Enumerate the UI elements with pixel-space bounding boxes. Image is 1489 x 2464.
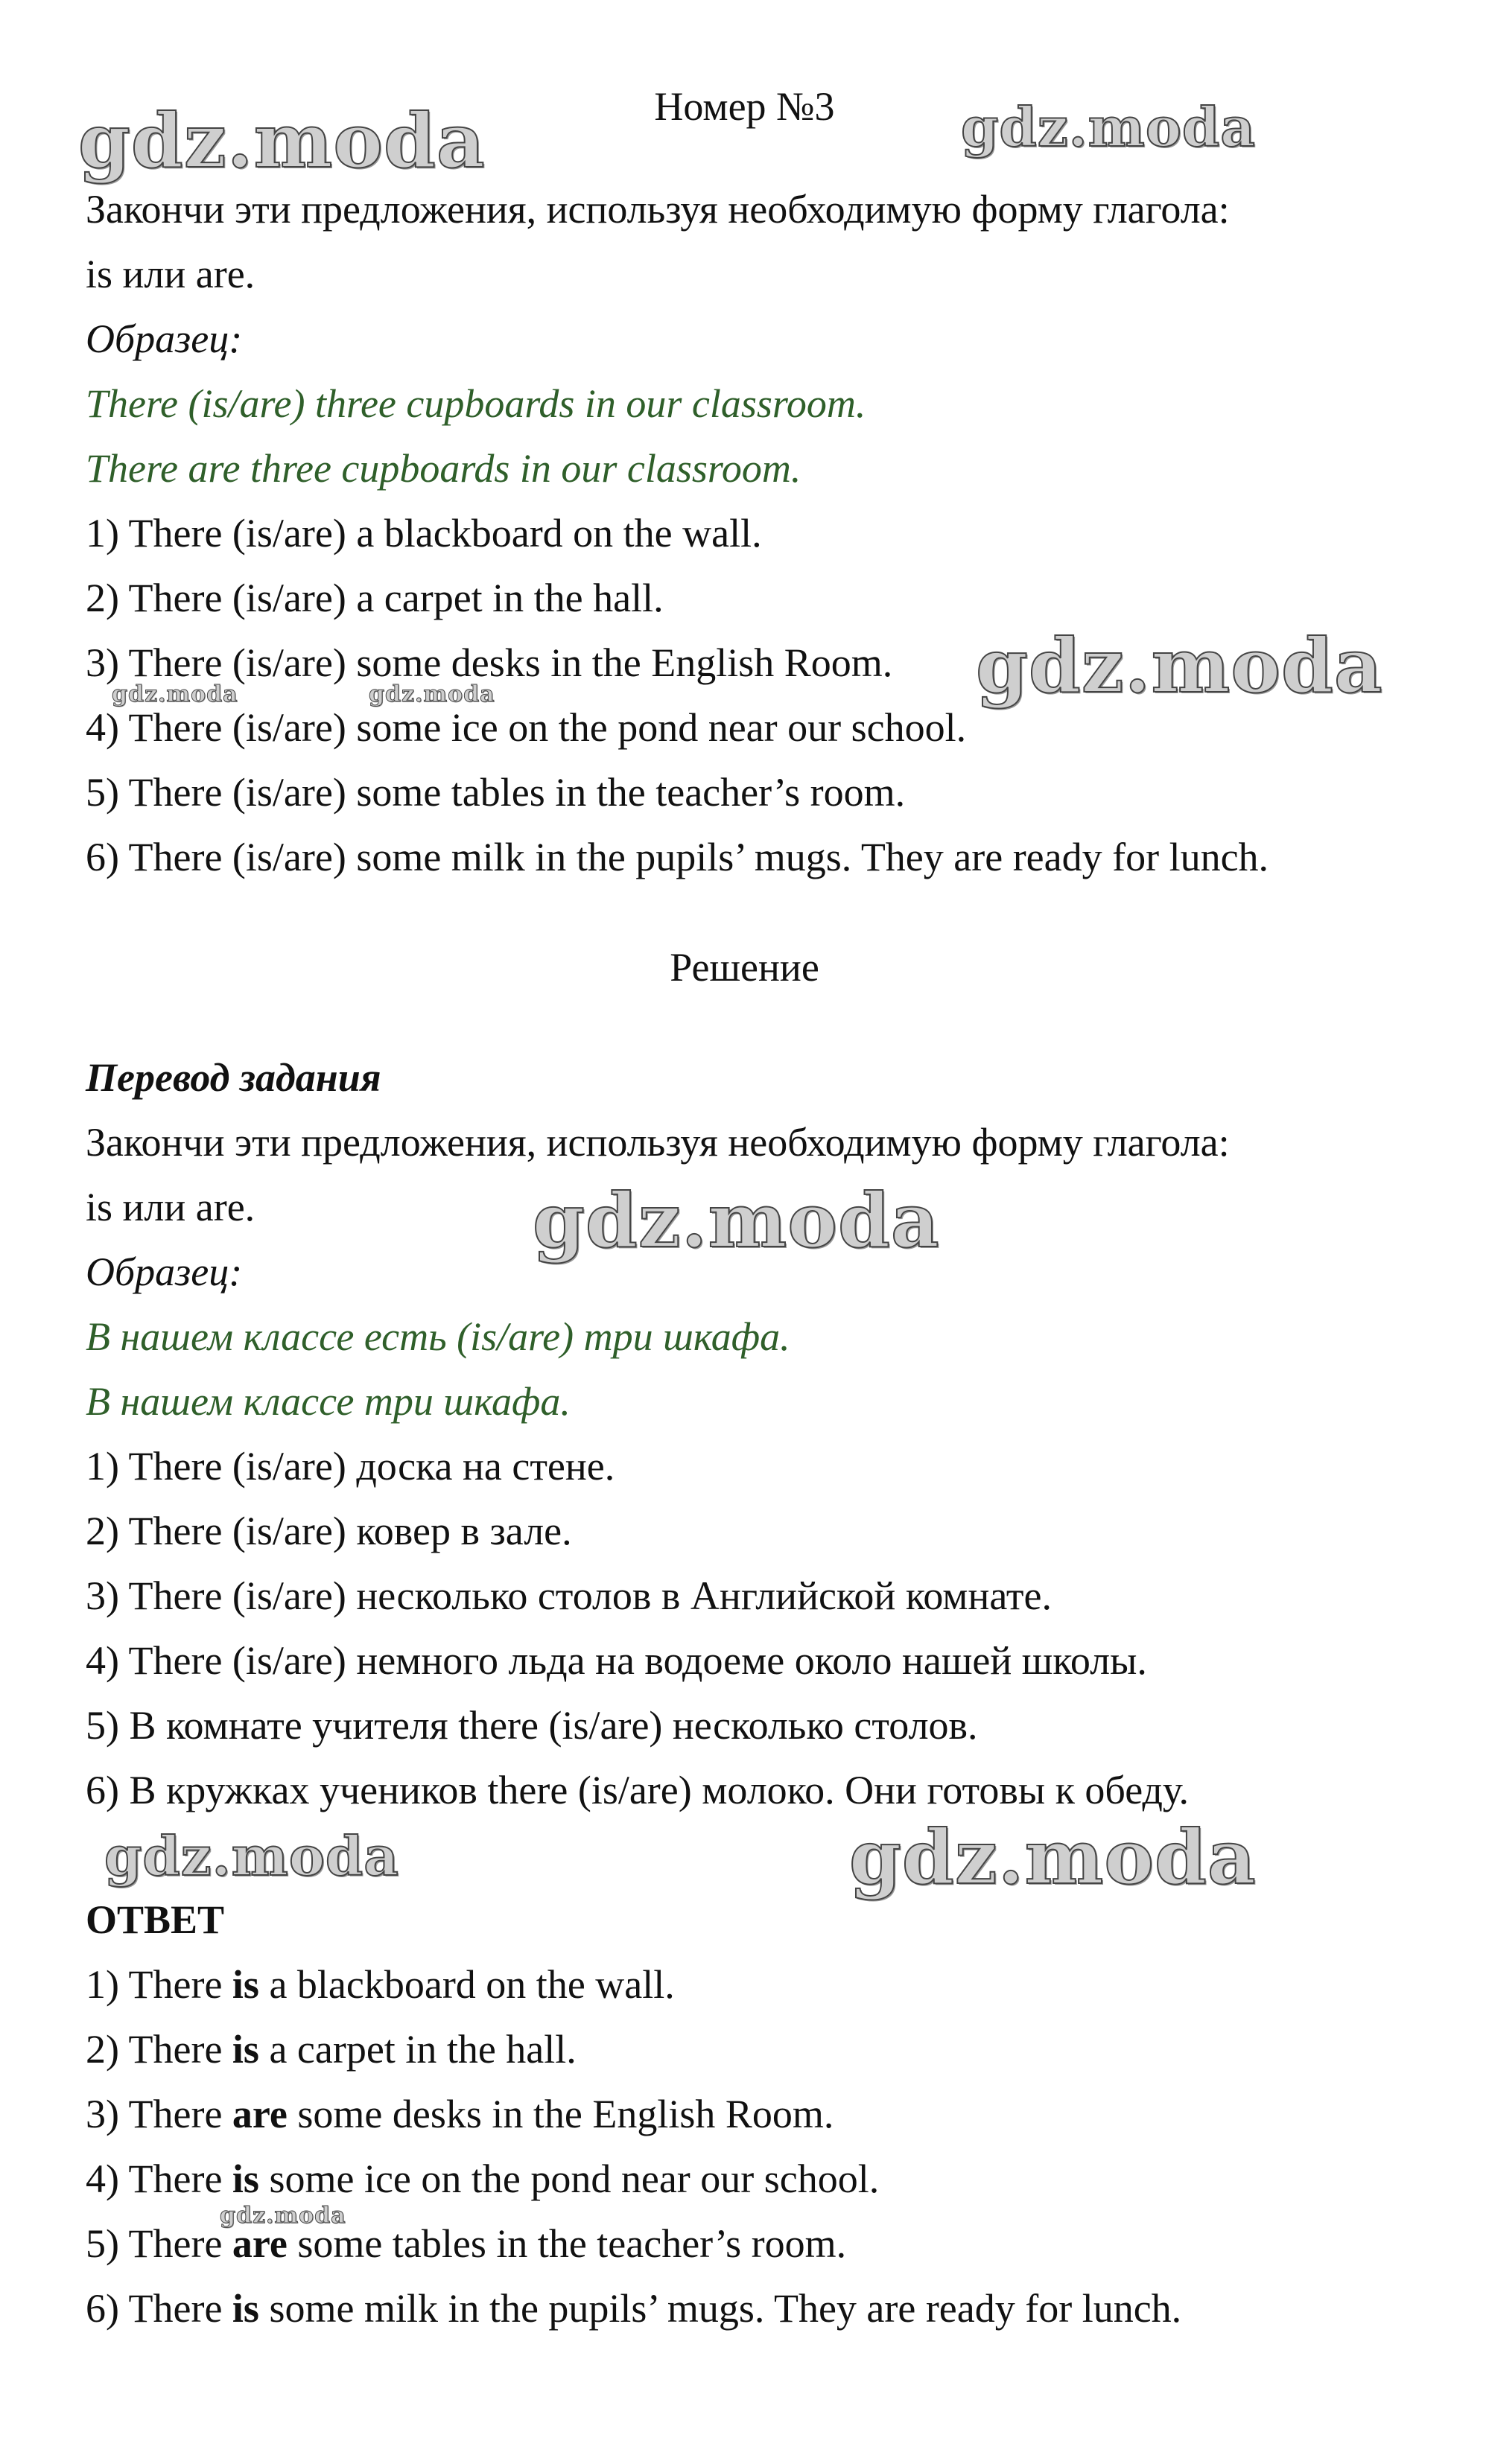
answer-verb: is — [232, 2027, 259, 2072]
answer-text: 4) There — [86, 2156, 232, 2201]
answer-verb: is — [232, 2156, 259, 2201]
task-item: 1) There (is/are) a blackboard on the wall. — [86, 511, 762, 555]
answer-text: some ice on the pond near our school. — [258, 2156, 880, 2201]
answer-text: a carpet in the hall. — [258, 2027, 577, 2072]
task-instruction-line2: is или are. — [86, 252, 255, 296]
translation-item: 2) There (is/are) ковер в зале. — [86, 1509, 572, 1553]
answer-text: some desks in the English Room. — [287, 2092, 834, 2136]
answer-verb: are — [232, 2221, 288, 2266]
answer-text: a blackboard on the wall. — [258, 1962, 675, 2007]
translation-sample-label: Образец: — [86, 1249, 243, 1294]
answer-verb: is — [232, 1962, 259, 2007]
watermark-logo: gdz.moda — [78, 97, 486, 185]
translation-sample-question: В нашем классе есть (is/are) три шкафа. — [86, 1314, 790, 1359]
answer-heading: ОТВЕТ — [86, 1897, 225, 1942]
translation-heading: Перевод задания — [86, 1055, 381, 1100]
answer-item — [86, 2089, 1426, 2139]
watermark-logo: gdz.moda — [104, 1824, 399, 1888]
translation-item: 6) В кружках учеников there (is/are) молоко. Они готовы к обеду. — [86, 1768, 1190, 1812]
answer-text: 2) There — [86, 2027, 232, 2072]
watermark-logo: gdz.moda — [220, 2203, 346, 2229]
translation-item: 3) There (is/are) несколько столов в Английской комнате. — [86, 1573, 1053, 1618]
answer-item — [86, 2284, 1426, 2333]
answer-text: 5) There — [86, 2221, 232, 2266]
translation-item: 1) There (is/are) доска на стене. — [86, 1444, 615, 1489]
answer-text: some tables in the teacher’s room. — [287, 2221, 847, 2266]
translation-item: 4) There (is/are) немного льда на водоеме около нашей школы. — [86, 1638, 1147, 1683]
translation-instruction-line2: is или are. — [86, 1185, 255, 1229]
task-sample-question: There (is/are) three cupboards in our classroom. — [86, 381, 866, 426]
answer-item — [86, 1960, 1426, 2009]
answer-text: 3) There — [86, 2092, 232, 2136]
task-sample-answer: There are three cupboards in our classroom. — [86, 446, 801, 491]
translation-sample-answer: В нашем классе три шкафа. — [86, 1379, 571, 1424]
answer-item — [86, 2154, 1426, 2203]
task-sample-label: Образец: — [86, 316, 243, 361]
task-instruction-line1: Закончи эти предложения, используя необходимую форму глагола: — [86, 187, 1230, 232]
answer-verb: is — [232, 2286, 259, 2331]
watermark-logo: gdz.moda — [533, 1177, 940, 1264]
watermark-logo: gdz.moda — [961, 95, 1256, 159]
solution-title: Решение — [670, 945, 819, 990]
answer-item — [86, 2025, 1426, 2074]
translation-instruction-line1: Закончи эти предложения, используя необходимую форму глагола: — [86, 1120, 1230, 1165]
task-item: 3) There (is/are) some desks in the English Room. — [86, 640, 893, 685]
translation-item: 5) В комнате учителя there (is/are) несколько столов. — [86, 1703, 978, 1748]
answer-text: 1) There — [86, 1962, 232, 2007]
task-item: 5) There (is/are) some tables in the teacher’s room. — [86, 770, 906, 815]
answer-text: 6) There — [86, 2286, 232, 2331]
watermark-logo: gdz.moda — [976, 622, 1383, 710]
task-item: 6) There (is/are) some milk in the pupils’ mugs. They are ready for lunch. — [86, 835, 1269, 879]
page-title: Номер №3 — [654, 84, 835, 129]
watermark-logo: gdz.moda — [112, 681, 238, 707]
task-item: 2) There (is/are) a carpet in the hall. — [86, 576, 664, 620]
answer-text: some milk in the pupils’ mugs. They are ready for lunch. — [258, 2286, 1182, 2331]
watermark-logo: gdz.moda — [369, 681, 495, 707]
answer-verb: are — [232, 2092, 288, 2136]
task-item: 4) There (is/are) some ice on the pond near our school. — [86, 705, 967, 750]
watermark-logo: gdz.moda — [849, 1813, 1257, 1901]
